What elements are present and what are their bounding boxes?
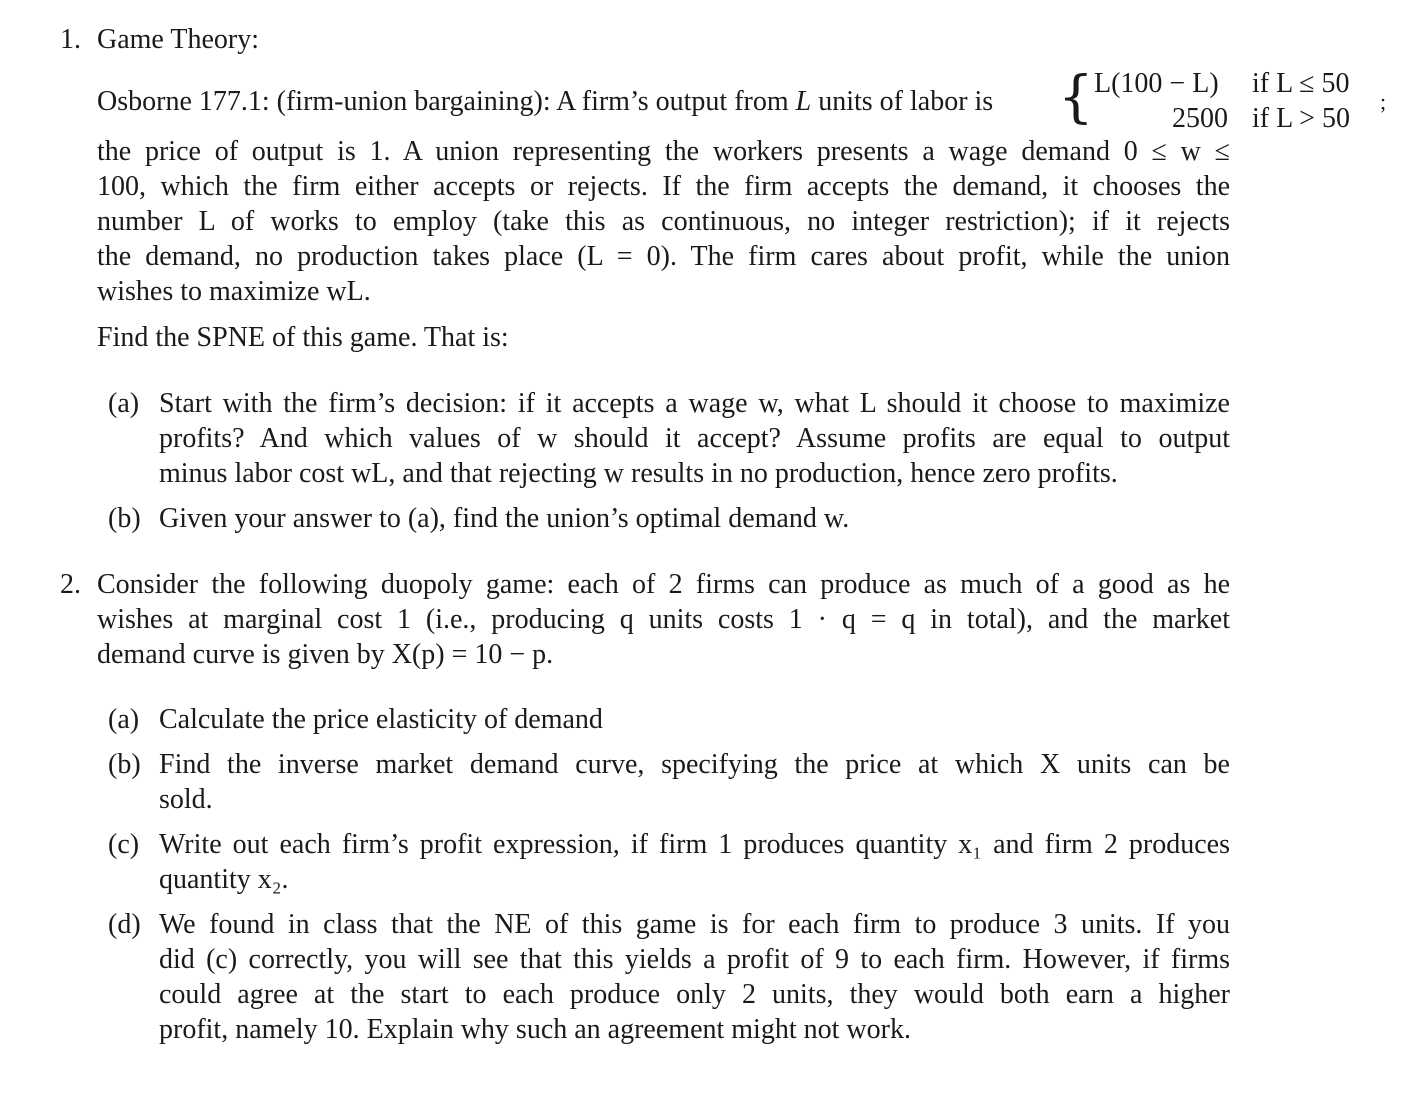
q1-para-line: the demand, no production takes place (L = 0). The firm cares about profit, while the union [97,241,1230,272]
q1-find-text: Find the SPNE of this game. That is: [97,322,509,353]
piecewise-case1-expr: L(100 − L) [1094,68,1219,99]
piecewise-case1-cond: if L ≤ 50 [1252,68,1350,99]
q2-para-line: demand curve is given by X(p) = 10 − p. [97,639,554,670]
q1-number: 1. [60,24,81,55]
q2-number: 2. [60,569,81,600]
piecewise-case2-expr: 2500 [1172,103,1228,134]
q1-part-a-label: (a) [108,388,140,419]
q1-part-b-label: (b) [108,503,141,534]
q1-para-line: the price of output is 1. A union representing the workers presents a wage demand 0 ≤ w ≤ [97,136,1230,167]
q2-para-line: Consider the following duopoly game: each of 2 firms can produce as much of a good as he [97,569,1230,600]
q2-part-b-label: (b) [108,749,141,780]
q1-part-a-line: minus labor cost wL, and that rejecting w results in no production, hence zero profits. [159,458,1118,489]
q1-intro-L: L [795,86,812,117]
q1-intro-suffix: units of labor is [811,86,994,117]
q2-part-c-label: (c) [108,829,140,860]
q1-part-a-line: profits? And which values of w should it accept? Assume profits are equal to output [159,423,1230,454]
q2-para-line: wishes at marginal cost 1 (i.e., producing q units costs 1 · q = q in total), and the market [97,604,1230,635]
q2-part-b-line: Find the inverse market demand curve, specifying the price at which X units can be [159,749,1230,780]
q2-part-d-line: We found in class that the NE of this game is for each firm to produce 3 units. If you [159,909,1230,940]
q2-part-c-line: quantity x₂. [159,864,289,895]
q2-part-d-line: could agree at the start to each produce only 2 units, they would both earn a higher [159,979,1230,1010]
q2-part-d-line: profit, namely 10. Explain why such an agreement might not work. [159,1014,911,1045]
piecewise-brace: { [1058,65,1094,130]
q2-part-d-label: (d) [108,909,141,940]
q2-part-c-line: Write out each firm’s profit expression, if firm 1 produces quantity x₁ and firm 2 produces [159,829,1230,860]
q1-intro [97,84,993,119]
piecewise-end-mark: ; [1380,89,1387,114]
q1-part-a-line: Start with the firm’s decision: if it accepts a wage w, what L should it choose to maximize [159,388,1230,419]
q1-part-b-line: Given your answer to (a), find the union’s optimal demand w. [159,503,850,534]
q1-title: Game Theory: [97,24,259,55]
q1-para-line: wishes to maximize wL. [97,276,371,307]
piecewise-case2-cond: if L > 50 [1252,103,1350,134]
q1-para-line: 100, which the firm either accepts or rejects. If the firm accepts the demand, it chooses the [97,171,1230,202]
q2-part-a-line: Calculate the price elasticity of demand [159,704,603,735]
q2-part-a-label: (a) [108,704,140,735]
q2-part-b-line: sold. [159,784,213,815]
q2-part-d-line: did (c) correctly, you will see that this yields a profit of 9 to each firm. However, if firms [159,944,1230,975]
q1-para-line: number L of works to employ (take this as continuous, no integer restriction); if it rejects [97,206,1230,237]
q1-intro-prefix: Osborne 177.1: (firm-union bargaining): A firm’s output from [97,86,796,117]
